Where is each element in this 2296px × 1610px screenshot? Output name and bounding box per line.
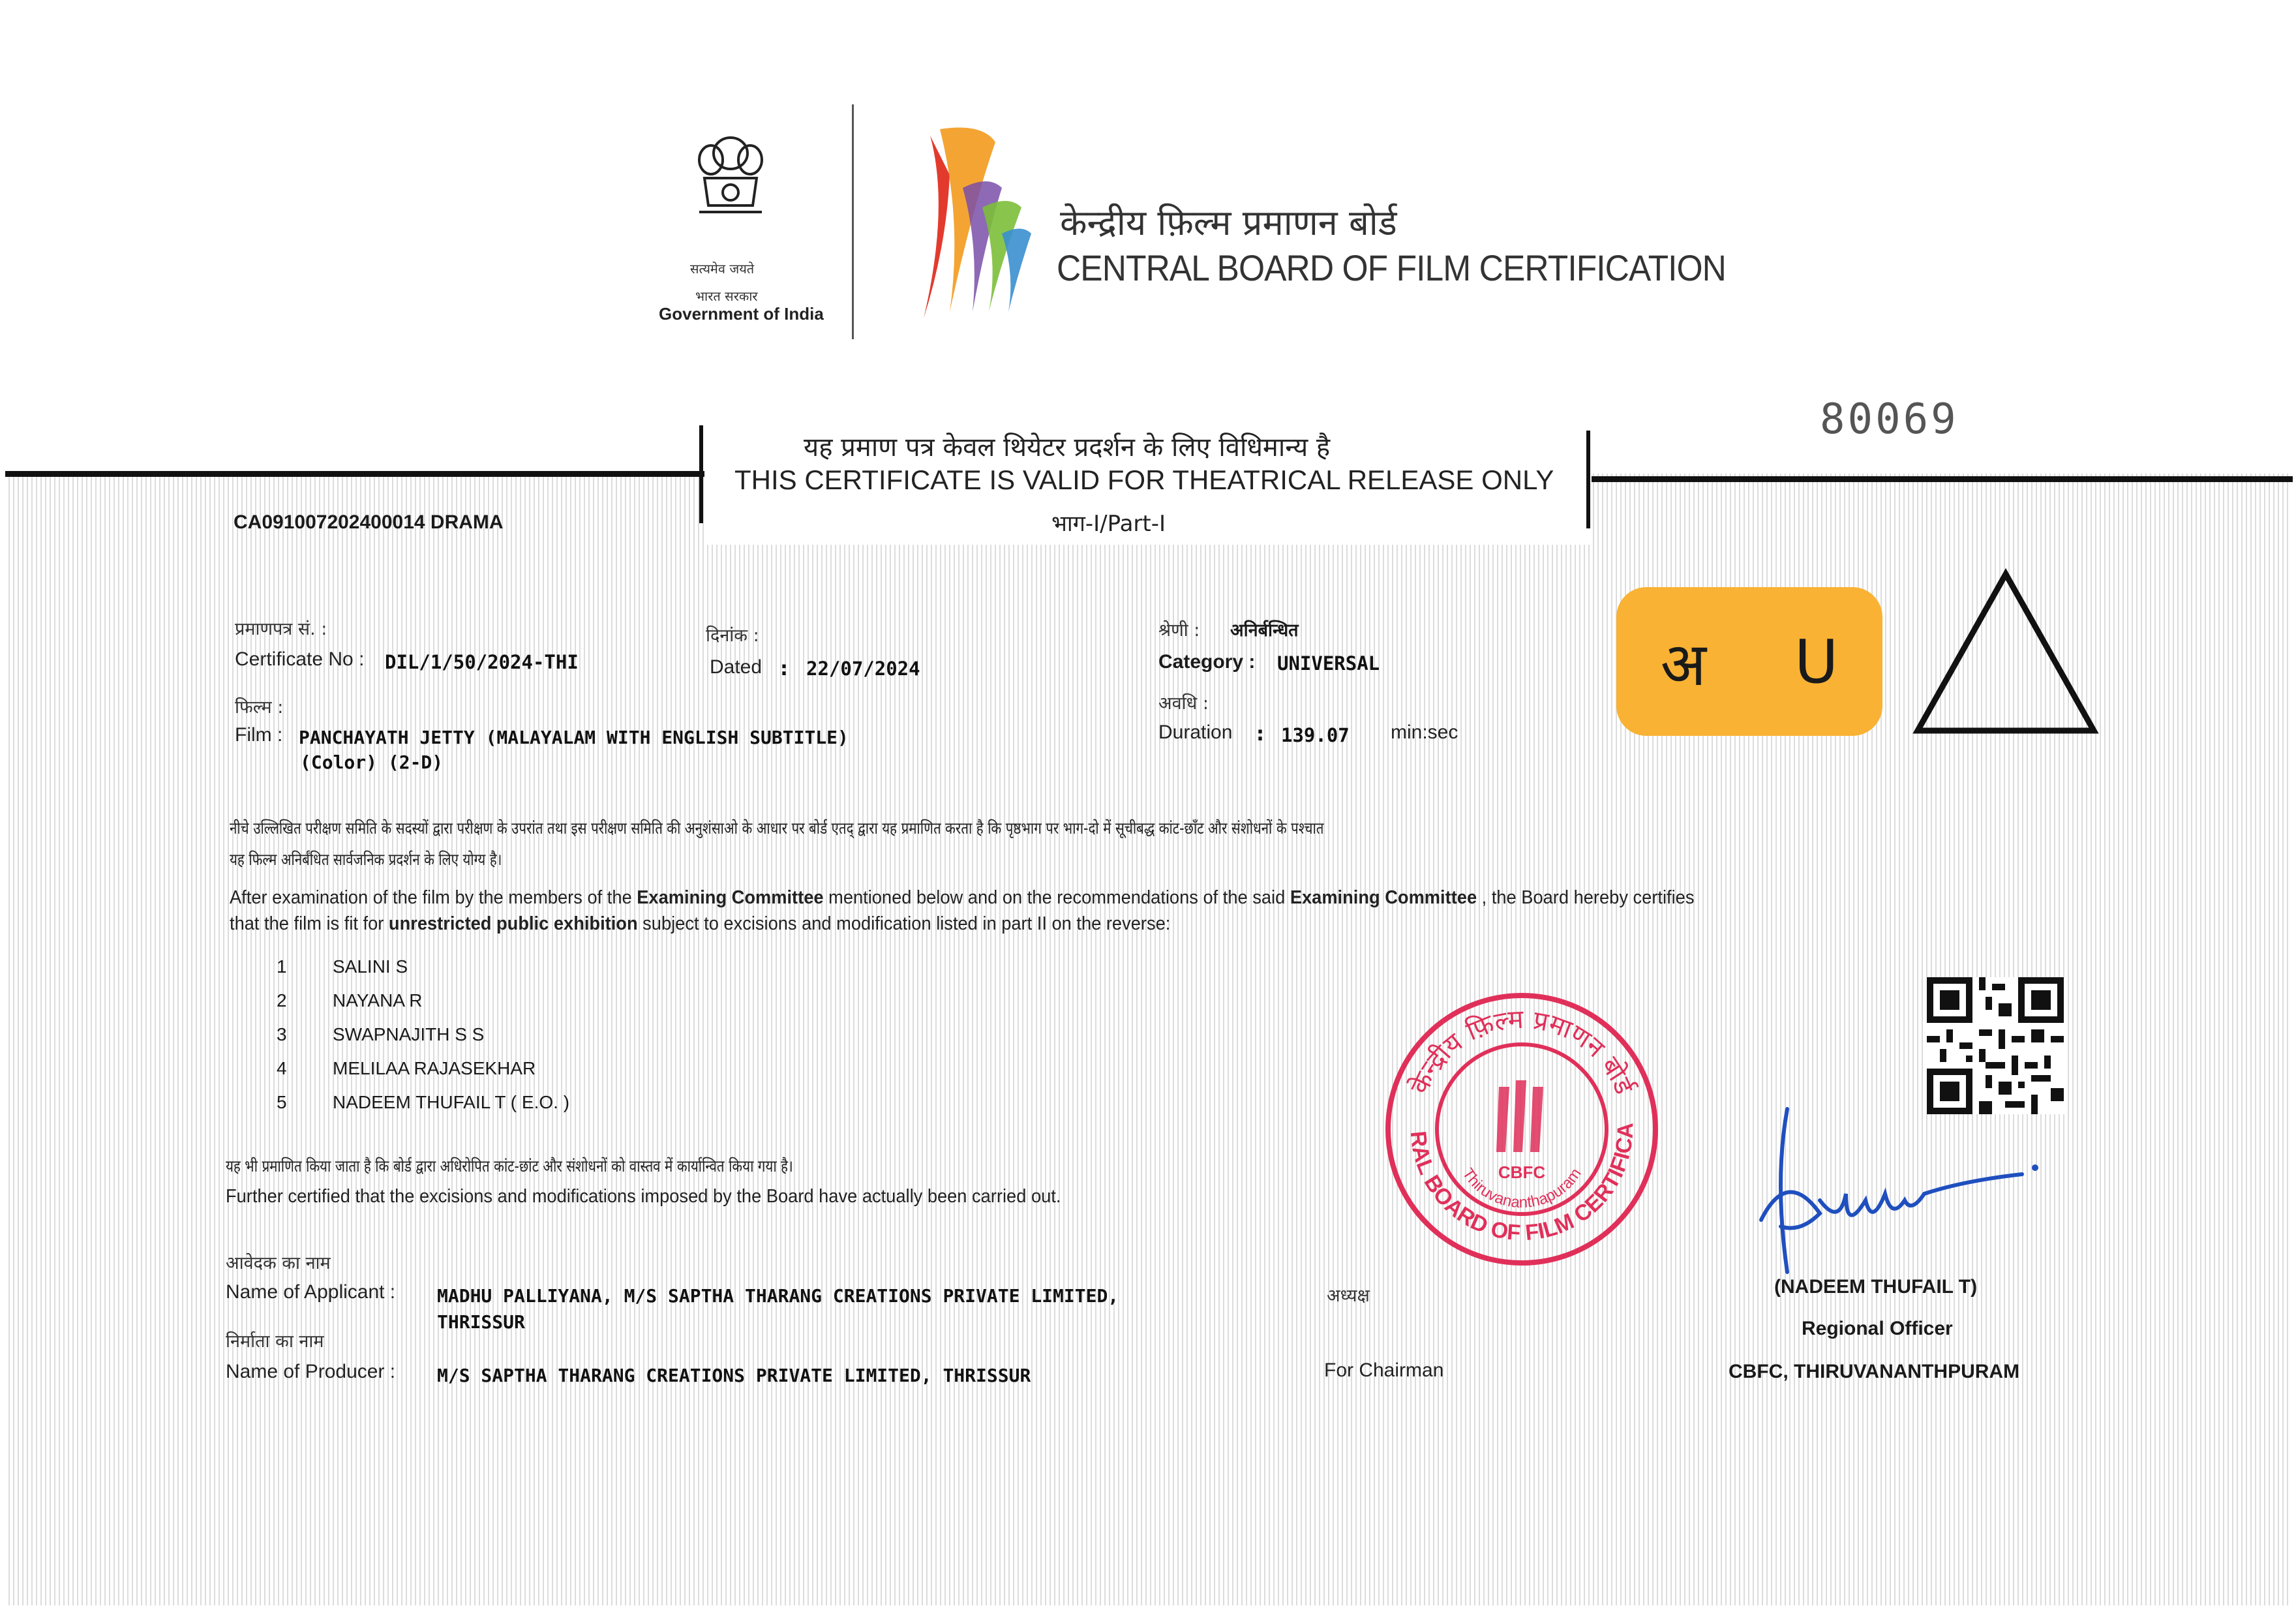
signatory-office: CBFC, THIRUVANANTHPURAM <box>1729 1361 2020 1382</box>
statement-en-1d: Examining Committee <box>1290 887 1477 908</box>
header-divider <box>852 104 854 339</box>
committee-num: 5 <box>277 1092 287 1112</box>
film-label: Film : <box>235 724 283 746</box>
date-value: 22/07/2024 <box>806 658 920 680</box>
producer-value: M/S SAPTHA THARANG CREATIONS PRIVATE LIMITED, THRISSUR <box>437 1365 1031 1386</box>
signature <box>1748 1102 2048 1285</box>
notice-part: भाग-I/Part-I <box>1051 511 1166 537</box>
signatory-title: Regional Officer <box>1802 1318 1953 1339</box>
top-rule-left <box>5 471 704 477</box>
statement-en-2b: unrestricted public exhibition <box>388 913 638 934</box>
statement-en-1b: Examining Committee <box>637 887 824 908</box>
certificate-no-label: Certificate No : <box>235 648 365 670</box>
notice-bracket-right <box>1586 431 1590 528</box>
statement-en-2a: that the film is fit for <box>230 913 389 934</box>
committee-name: SALINI S <box>333 956 408 977</box>
state-emblem-icon <box>685 127 776 258</box>
duration-label-hi: अवधि : <box>1158 693 1209 714</box>
official-stamp <box>1382 989 1662 1269</box>
duration-unit: min:sec <box>1391 721 1458 743</box>
committee-name: NAYANA R <box>333 990 423 1010</box>
committee-num: 4 <box>277 1058 287 1078</box>
committee-name: NADEEM THUFAIL T ( E.O. ) <box>333 1092 570 1112</box>
stamp-center: CBFC <box>1498 1162 1546 1182</box>
triangle-symbol <box>1911 568 2100 738</box>
qr-code-icon <box>1924 977 2066 1114</box>
notice-bracket-left <box>699 425 703 523</box>
statement-en-2c: subject to excisions and modification listed in part II on the reverse: <box>637 913 1171 934</box>
stamp-english-arc: RAL BOARD OF FILM CERTIFICA <box>1405 1123 1639 1246</box>
applicant-value-line1: MADHU PALLIYANA, M/S SAPTHA THARANG CREATIONS PRIVATE LIMITED, <box>437 1285 1119 1307</box>
film-title-line2: (Color) (2-D) <box>300 752 444 773</box>
cbfc-logo-icon <box>911 116 1041 325</box>
cbfc-stamp-icon <box>1382 989 1662 1269</box>
statement-en-1e: , the Board hereby certifies <box>1477 887 1695 908</box>
applicant-label: Name of Applicant : <box>226 1281 396 1303</box>
rating-hindi: अ <box>1660 629 1706 699</box>
committee-name: SWAPNAJITH S S <box>333 1024 485 1044</box>
further-hindi: यह भी प्रमाणित किया जाता है कि बोर्ड द्वारा अधिरोपित कांट-छांट और संशोधनों को वास्तव में कार्यान्वित किया गया है। <box>226 1157 793 1176</box>
producer-label-hi: निर्माता का नाम <box>226 1331 324 1352</box>
certificate-no-value: DIL/1/50/2024-THI <box>385 651 579 673</box>
producer-label: Name of Producer : <box>226 1361 396 1382</box>
statement-en-1c: mentioned below and on the recommendations of the said <box>823 887 1290 908</box>
film-title-line1: PANCHAYATH JETTY (MALAYALAM WITH ENGLISH SUBTITLE) <box>299 727 849 748</box>
committee-num: 1 <box>277 956 287 977</box>
category-value-hi: अनिर्बन्धित <box>1230 620 1299 641</box>
further-english: Further certified that the excisions and modifications imposed by the Board have actually been carried out. <box>226 1186 1061 1207</box>
reference-number: CA091007202400014 DRAMA <box>234 511 504 533</box>
triangle-icon <box>1911 568 2100 738</box>
stamp-hindi-arc: केन्द्रीय फ़िल्म प्रमाणन बोर्ड <box>1404 1004 1639 1099</box>
notice-english: THIS CERTIFICATE IS VALID FOR THEATRICAL RELEASE ONLY <box>734 464 1554 495</box>
statement-english-line2 <box>230 913 1170 935</box>
statement-english-line1 <box>230 887 1694 909</box>
stamp-city: Thiruvananthapuram <box>1458 1164 1585 1212</box>
cbfc-logo <box>911 116 1041 325</box>
board-name-hindi: केन्द्रीय फ़िल्म प्रमाणन बोर्ड <box>1060 202 1397 243</box>
chairman-label-hi: अध्यक्ष <box>1327 1286 1370 1306</box>
duration-colon: : <box>1256 723 1264 746</box>
gov-english: Government of India <box>659 304 824 324</box>
date-colon: : <box>780 658 788 680</box>
date-label-hi: दिनांक : <box>706 626 759 646</box>
date-label: Dated <box>710 656 763 678</box>
serial-number: 80069 <box>1820 395 1959 444</box>
duration-label: Duration <box>1158 721 1233 743</box>
duration-value: 139.07 <box>1281 724 1350 746</box>
category-label-hi: श्रेणी : <box>1158 620 1200 641</box>
statement-hindi-line1: नीचे उल्लिखित परीक्षण समिति के सदस्यों द्वारा परीक्षण के उपरांत तथा इस परीक्षण समिति की अनुशंसाओ के आधार पर बोर्ड एतद् द्वारा यह प्रमाणित करता है कि पृष्ठभाग पर भाग-दो में सूचीबद्ध कांट-छाँट और संशोधनों के पश्चात <box>230 819 1324 838</box>
statement-hindi-line2: यह फिल्म अनिर्बंधित सार्वजनिक प्रदर्शन के लिए योग्य है। <box>230 850 502 869</box>
applicant-label-hi: आवेदक का नाम <box>226 1253 331 1273</box>
rating-english: U <box>1794 626 1839 697</box>
committee-num: 2 <box>277 990 287 1010</box>
board-name-english: CENTRAL BOARD OF FILM CERTIFICATION <box>1057 247 1726 288</box>
qr-code <box>1924 977 2066 1114</box>
committee-name: MELILAA RAJASEKHAR <box>333 1058 536 1078</box>
signatory-name: (NADEEM THUFAIL T) <box>1774 1276 1978 1298</box>
signature-icon <box>1748 1102 2048 1285</box>
film-label-hi: फिल्म : <box>235 697 284 718</box>
certificate-no-label-hi: प्रमाणपत्र सं. : <box>235 619 327 639</box>
gov-hindi: भारत सरकार <box>695 288 758 304</box>
notice-hindi: यह प्रमाण पत्र केवल थियेटर प्रदर्शन के लिए विधिमान्य है <box>804 433 1331 463</box>
category-value: UNIVERSAL <box>1277 652 1380 675</box>
category-label: Category : <box>1158 651 1256 673</box>
chairman-label: For Chairman <box>1324 1359 1444 1381</box>
statement-en-1a: After examination of the film by the members of the <box>230 887 637 908</box>
rating-badge <box>1616 587 1882 736</box>
committee-num: 3 <box>277 1024 287 1044</box>
state-emblem <box>685 127 776 258</box>
emblem-motto: सत्यमेव जयते <box>690 261 755 277</box>
applicant-value-line2: THRISSUR <box>437 1311 525 1333</box>
top-rule-right <box>1592 476 2293 482</box>
